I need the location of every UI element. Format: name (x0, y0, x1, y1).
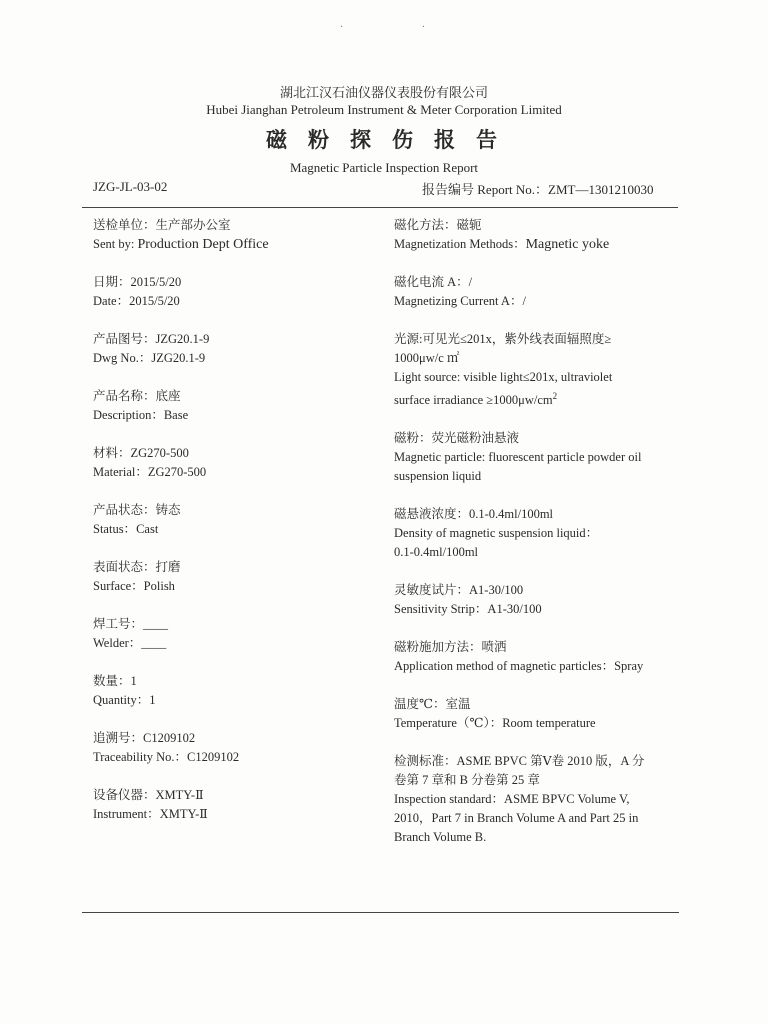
welder-value: ____ (141, 636, 167, 650)
dwg-no-value: JZG20.1-9 (151, 351, 206, 365)
material-cn: 材料：ZG270-500 (93, 446, 189, 460)
quantity-label: Quantity： (93, 693, 150, 707)
light-en-exponent: 2 (552, 391, 558, 401)
report-title-en: Magnetic Particle Inspection Report (289, 160, 479, 175)
field-light-source (394, 330, 684, 410)
status-label: Status： (93, 522, 137, 536)
quantity-value: 1 (149, 693, 156, 707)
surface-en (93, 577, 378, 596)
report-title-cn: 磁粉探伤报告 (266, 128, 518, 152)
sent-by-value: Production Dept Office (137, 237, 269, 252)
date-label: Date： (93, 294, 130, 308)
field-description (93, 387, 378, 425)
instrument-label: Instrument： (93, 807, 160, 821)
field-status (93, 501, 378, 539)
dwg-no-en (93, 349, 378, 368)
surface-value: Polish (143, 579, 175, 593)
bottom-divider (82, 912, 679, 913)
field-magnetic-particle (394, 429, 684, 486)
company-name-cn: 湖北江汉石油仪器仪表股份有限公司 (279, 85, 488, 100)
magnetization-label: Magnetization Methods： (394, 237, 526, 251)
field-material (93, 444, 378, 482)
dwg-no-label: Dwg No.： (93, 351, 152, 365)
particle-cn: 磁粉：荧光磁粉油悬液 (394, 431, 520, 446)
field-surface (93, 558, 378, 596)
material-en (93, 463, 378, 482)
density-en-line1: Density of magnetic suspension liquid： (394, 526, 599, 541)
density-cn: 磁悬液浓度：0.1-0.4ml/100ml (394, 507, 554, 522)
standard-en-line3: Branch Volume B. (394, 830, 487, 845)
field-quantity (93, 672, 378, 710)
magnetization-cn: 磁化方法：磁轭 (394, 218, 482, 232)
density-en-line2: 0.1-0.4ml/100ml (394, 545, 479, 560)
light-en-irradiance: surface irradiance ≥1000μw/cm (394, 393, 553, 408)
description-en (93, 406, 378, 425)
traceability-label: Traceability No.： (93, 750, 187, 764)
field-density (394, 505, 684, 562)
field-inspection-standard (394, 752, 684, 847)
sent-by-cn: 送检单位：生产部办公室 (93, 218, 231, 232)
surface-label: Surface： (93, 579, 144, 593)
right-column (394, 216, 684, 847)
application-en: Application method of magnetic particles：Spray (394, 659, 644, 674)
date-value: 2015/5/20 (129, 294, 180, 308)
report-number-value: ZMT—1301210030 (548, 182, 654, 197)
field-date (93, 273, 378, 311)
document-code: JZG-JL-03-02 (93, 179, 168, 194)
field-application-method (394, 638, 684, 676)
field-sensitivity-strip (394, 581, 684, 619)
welder-en (93, 634, 378, 653)
instrument-cn: 设备仪器：XMTY-Ⅱ (93, 788, 204, 802)
standard-en-line2: 2010，Part 7 in Branch Volume A and Part 25 in (394, 811, 639, 826)
traceability-en (93, 748, 378, 767)
field-traceability (93, 729, 378, 767)
instrument-en (93, 805, 378, 824)
field-sent-by (93, 216, 378, 254)
quantity-en (93, 691, 378, 710)
light-cn-line1: 光源:可见光≤201x，紫外线表面辐照度≥ (394, 332, 612, 346)
light-en-line1: Light source: visible light≤201x, ultraviolet (394, 370, 613, 384)
field-magnetization (394, 216, 684, 254)
description-cn: 产品名称：底座 (93, 389, 181, 403)
field-instrument (93, 786, 378, 824)
magnetization-en (394, 235, 684, 254)
traceability-cn: 追溯号：C1209102 (93, 731, 196, 745)
welder-cn: 焊工号：____ (93, 617, 169, 631)
report-number-label: 报告编号 Report No.： (422, 182, 549, 197)
light-en-line2 (394, 387, 684, 410)
scan-specks: · · (340, 22, 464, 33)
status-en (93, 520, 378, 539)
top-divider (82, 207, 678, 208)
application-cn: 磁粉施加方法：喷洒 (394, 640, 507, 655)
sent-by-en (93, 235, 378, 254)
standard-cn-line2: 卷第 7 章和 B 分卷第 25 章 (394, 773, 540, 788)
particle-en-line2: suspension liquid (394, 469, 482, 484)
traceability-value: C1209102 (186, 750, 240, 764)
instrument-value: XMTY-Ⅱ (159, 807, 208, 821)
surface-cn: 表面状态：打磨 (93, 560, 181, 574)
strip-cn: 灵敏度试片：A1-30/100 (394, 583, 524, 598)
standard-en-line1: Inspection standard：ASME BPVC Volume V, (394, 792, 630, 807)
field-welder (93, 615, 378, 653)
field-dwg-no (93, 330, 378, 368)
magnetization-value: Magnetic yoke (525, 237, 610, 252)
light-cn-line2: 1000μw/c ㎡ (394, 351, 460, 365)
temperature-en: Temperature（℃）：Room temperature (394, 716, 596, 731)
field-temperature (394, 695, 684, 733)
description-label: Description： (93, 408, 164, 422)
status-cn: 产品状态：铸态 (93, 503, 181, 517)
left-column (93, 216, 378, 824)
sent-by-label: Sent by: (93, 237, 138, 251)
material-label: Material： (93, 465, 148, 479)
material-value: ZG270-500 (147, 465, 207, 479)
description-value: Base (163, 408, 189, 422)
dwg-no-cn: 产品图号：JZG20.1-9 (93, 332, 210, 346)
current-en: Magnetizing Current A：/ (394, 294, 526, 308)
quantity-cn: 数量：1 (93, 674, 137, 688)
temperature-cn: 温度℃：室温 (394, 697, 471, 712)
report-number (422, 179, 653, 198)
particle-en-line1: Magnetic particle: fluorescent particle powder oil (394, 450, 642, 465)
date-cn: 日期：2015/5/20 (93, 275, 182, 289)
field-current (394, 273, 684, 311)
company-name-en: Hubei Jianghan Petroleum Instrument & Meter Corporation Limited (206, 102, 562, 117)
standard-cn-line1: 检测标准：ASME BPVC 第Ⅴ卷 2010 版，A 分 (394, 754, 645, 769)
current-cn: 磁化电流 A：/ (394, 275, 473, 289)
welder-label: Welder： (93, 636, 142, 650)
date-en (93, 292, 378, 311)
strip-en: Sensitivity Strip：A1-30/100 (394, 602, 542, 617)
status-value: Cast (136, 522, 159, 536)
